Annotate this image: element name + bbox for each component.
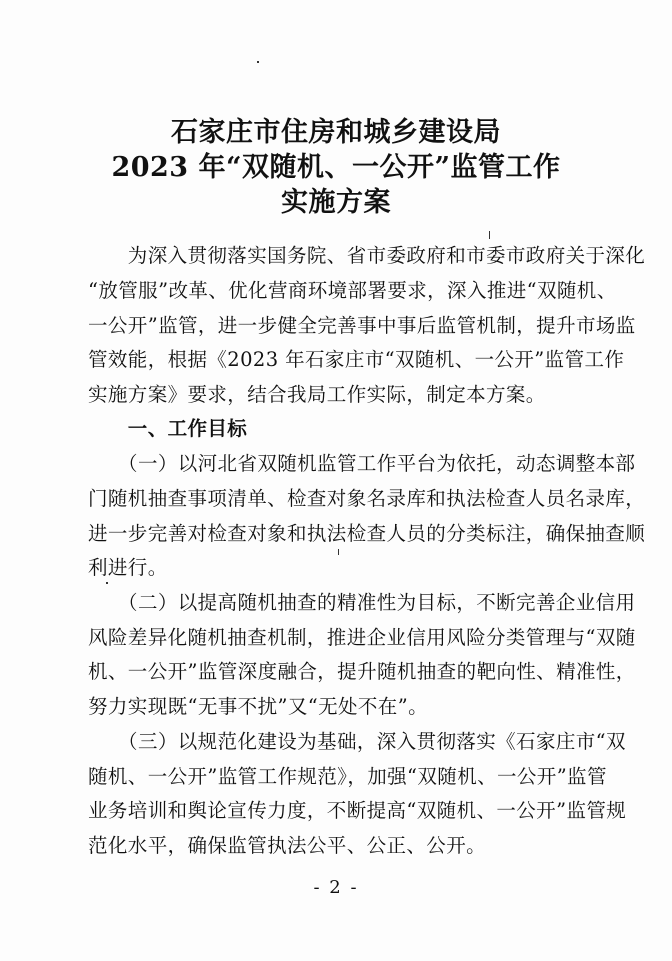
document-title-org: 石家庄市住房和城乡建设局: [171, 117, 501, 148]
scan-speck: [489, 231, 490, 239]
intro-line: 实施方案》要求，结合我局工作实际，制定本方案。: [88, 383, 546, 406]
section-heading: 一、工作目标: [88, 417, 248, 440]
item2-line: （二）以提高随机抽查的精准性为目标，不断完善企业信用: [88, 591, 636, 614]
scan-speck: [257, 61, 259, 63]
item2-line: 机、一公开”监管深度融合，提升随机抽查的靶向性、精准性，: [88, 660, 636, 683]
item1-line: 利进行。: [88, 556, 168, 579]
item2-line: 风险差异化随机抽查机制，推进企业信用风险分类管理与“双随: [88, 626, 636, 649]
item1-line: （一）以河北省双随机监管工作平台为依托，动态调整本部: [88, 452, 636, 475]
item1-line: 进一步完善对检查对象和执法检查人员的分类标注，确保抽查顺: [88, 522, 646, 545]
item3-line: （三）以规范化建设为基础，深入贯彻落实《石家庄市“双: [88, 730, 626, 753]
intro-line: “放管服”改革、优化营商环境部署要求，深入推进“双随机、: [88, 279, 617, 302]
item1-line: 门随机抽查事项清单、检查对象名录库和执法检查人员名录库，: [88, 487, 646, 510]
page-number: - 2 -: [313, 877, 359, 898]
intro-line: 一公开”监管，进一步健全完善事中事后监管机制，提升市场监: [88, 314, 636, 337]
item3-line: 业务培训和舆论宣传力度，不断提高“双随机、一公开”监管规: [88, 799, 627, 822]
item3-line: 范化水平，确保监管执法公平、公正、公开。: [88, 834, 487, 857]
item3-line: 随机、一公开”监管工作规范》，加强“双随机、一公开”监管: [88, 765, 607, 788]
document-title-main: 2023 年“双随机、一公开”监管工作: [111, 152, 561, 183]
document-title-sub: 实施方案: [281, 187, 391, 218]
intro-line: 为深入贯彻落实国务院、省市委政府和市委市政府关于深化: [88, 244, 646, 267]
intro-line: 管效能，根据《2023 年石家庄市“双随机、一公开”监管工作: [88, 348, 625, 371]
scan-speck: [338, 549, 339, 555]
scan-speck: [106, 582, 108, 584]
item2-line: 努力实现既“无事不扰”又“无处不在”。: [88, 695, 428, 718]
